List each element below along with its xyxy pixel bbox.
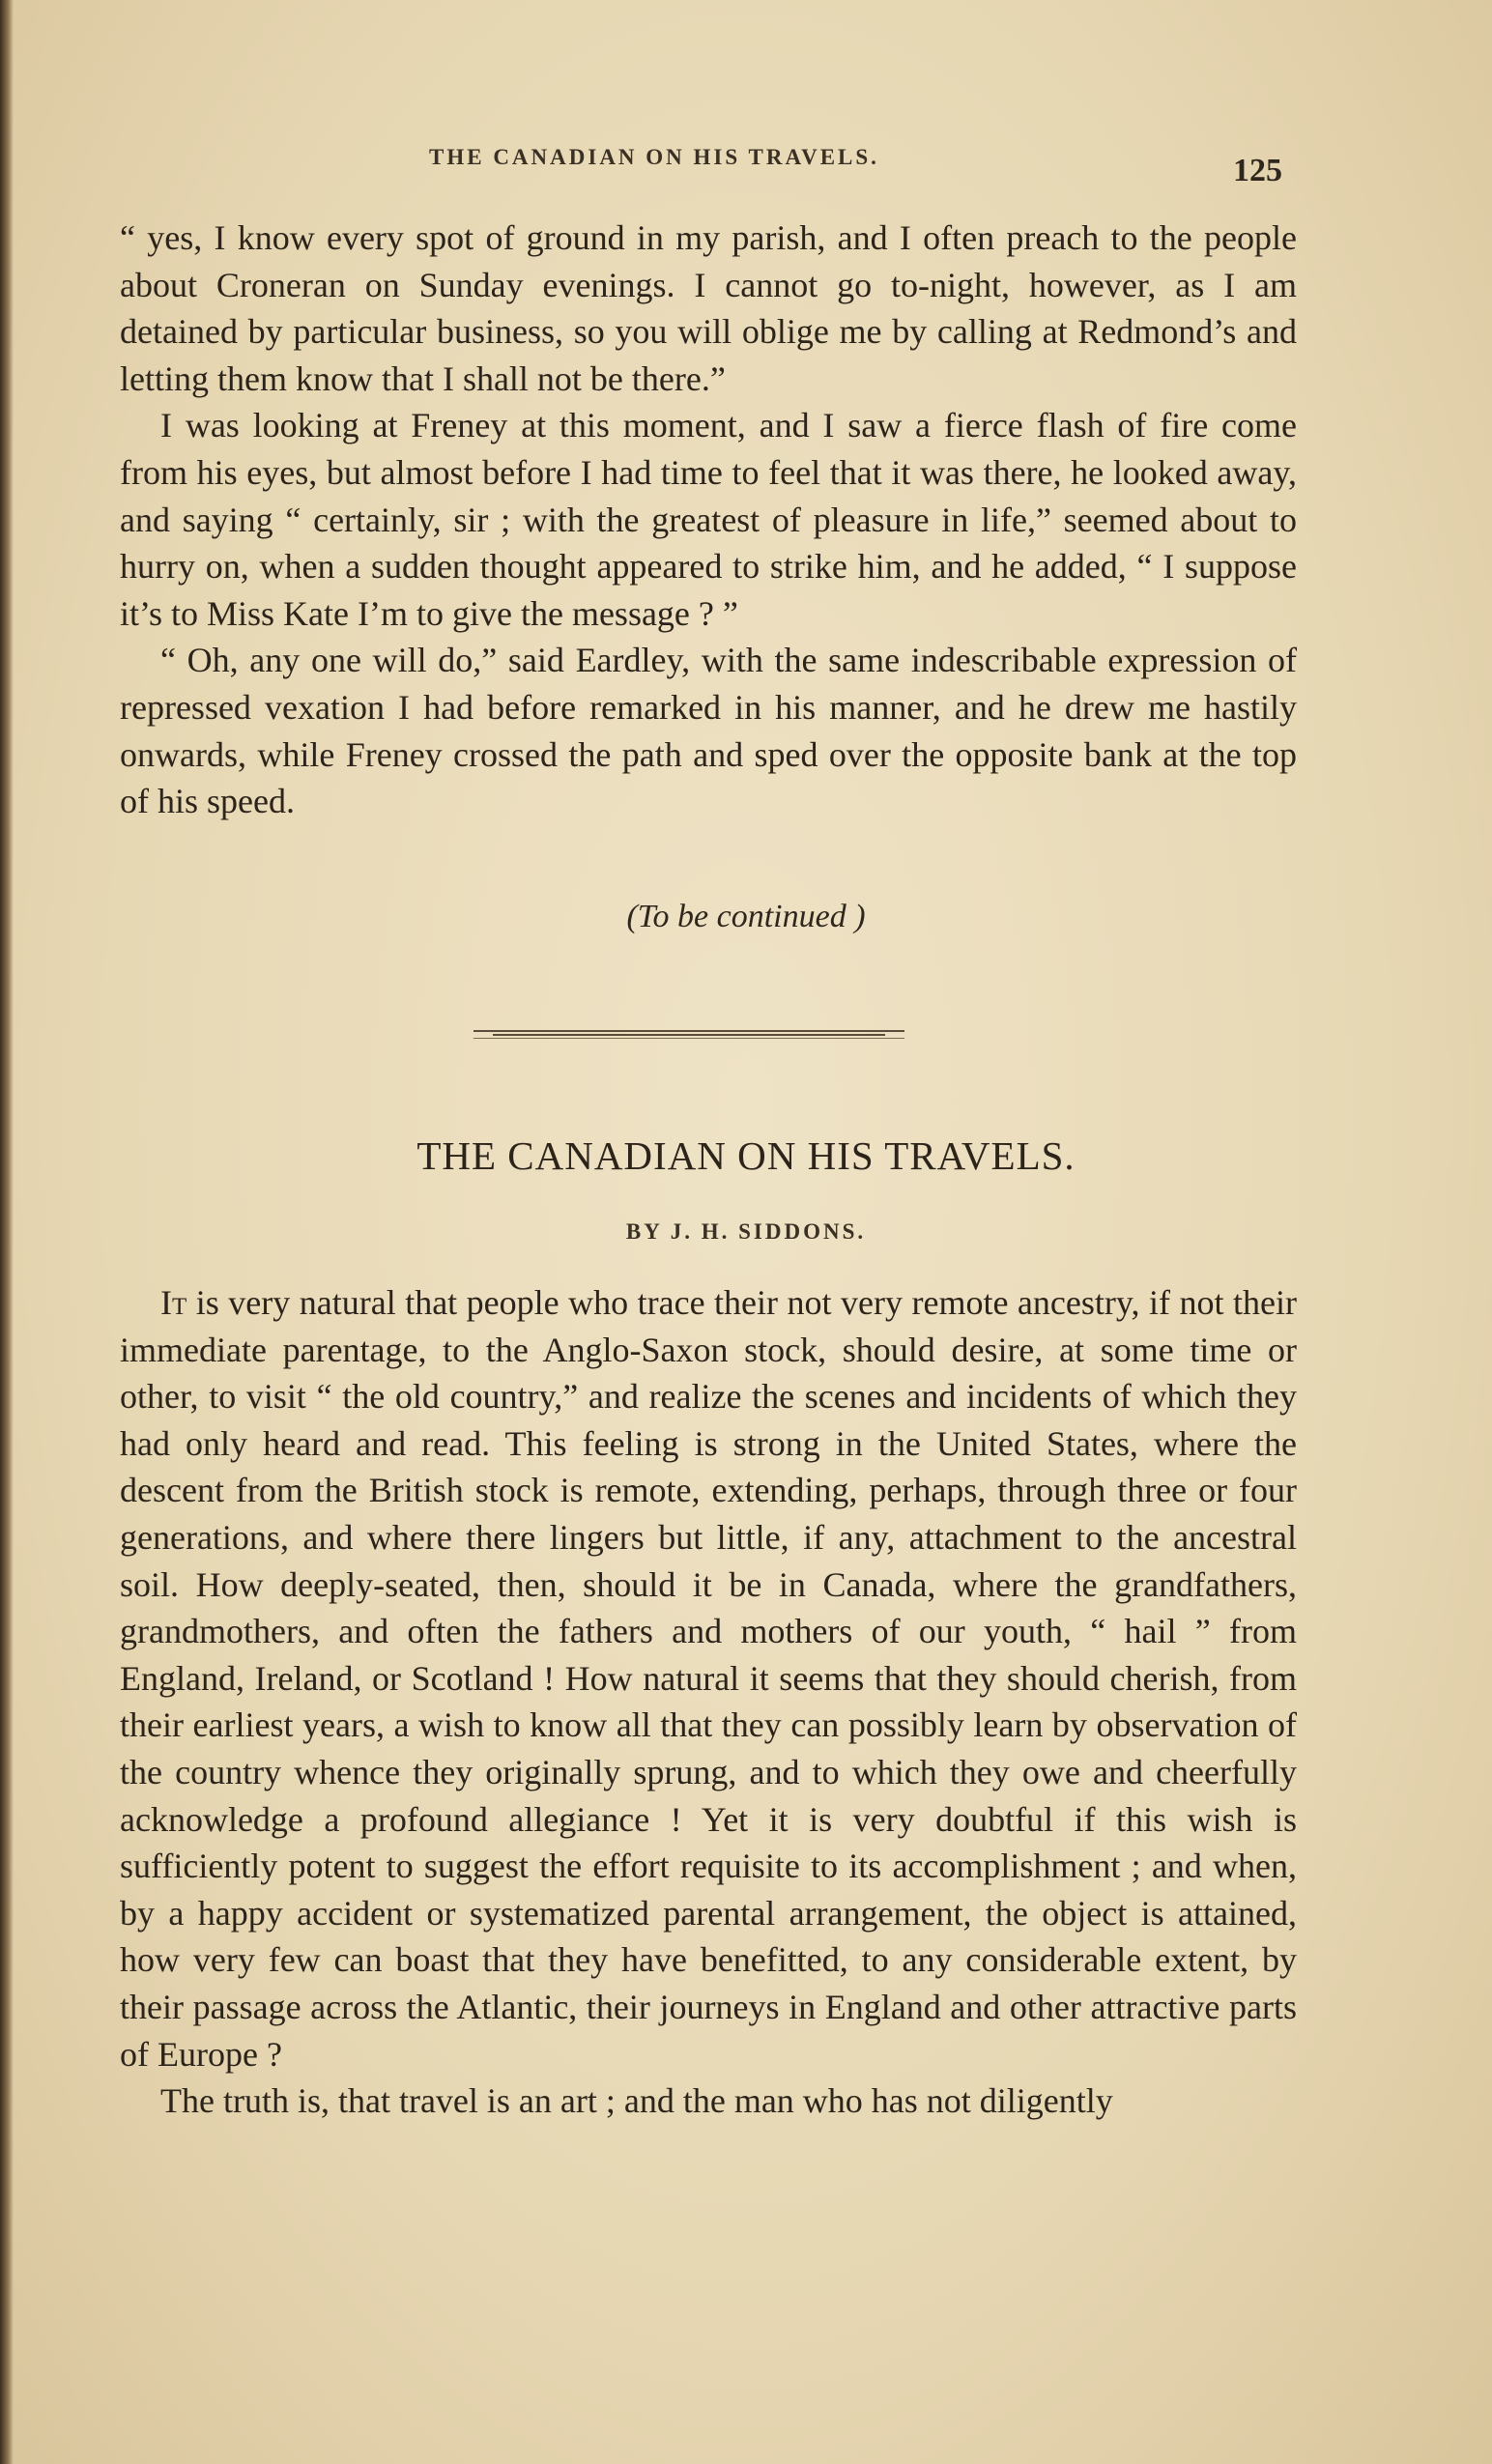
section-divider	[473, 1030, 904, 1039]
previous-story-text	[120, 215, 1297, 825]
paragraph-text: is very natural that people who trace their not very remote ancestry, if not their immediate parentage, to the Anglo-Saxon stock, should desire, at some time or other, to visit “ the old country,” and realize the scenes and incidents of which they had only heard and read. This feeling is strong in the United States, where the descent from the British stock is remote, extending, perhaps, through three or four generations, and where there lingers but little, if any, attachment to the ancestral soil. How deeply-seated, then, should it be in Canada, where the grandfathers, grandmothers, and often the fathers and mothers of our youth, “ hail ” from England, Ireland, or Scotland ! How natural it seems that they should cherish, from their earliest years, a wish to know all that they can possibly learn by observation of the country whence they originally sprung, and to which they owe and cheerfully acknowledge a profound allegiance ! Yet it is very doubtful if this wish is sufficiently potent to suggest the effort requisite to its accomplishment ; and when, by a happy accident or systematized parental arrangement, the object is attained, how very few can boast that they have benefitted, to any considerable extent, by their passage across the Atlantic, their journeys in England and other attractive parts of Europe ?	[120, 1283, 1297, 2074]
article-body	[120, 1279, 1297, 2125]
paragraph: “ Oh, any one will do,” said Eardley, with the same indescribable expression of repressed vexation I had before remarked in his manner, and he drew me hastily onwards, while Freney crossed the path and sped over the opposite bank at the top of his speed.	[120, 641, 1297, 821]
paragraph: The truth is, that travel is an art ; and the man who has not diligently	[160, 2081, 1113, 2121]
drop-word: It	[160, 1283, 187, 1322]
paragraph	[120, 1279, 1297, 2077]
paragraph: I was looking at Freney at this moment, and I saw a fierce flash of fire come from his eyes, but almost before I had time to feel that it was there, he looked away, and saying “ certainly, sir ; with the greatest of pleasure in life,” seemed about to hurry on, when a sudden thought appeared to strike him, and he added, “ I suppose it’s to Miss Kate I’m to give the message ? ”	[120, 406, 1297, 633]
running-head: THE CANADIAN ON HIS TRAVELS.	[429, 145, 879, 169]
article-title: THE CANADIAN ON HIS TRAVELS.	[416, 1133, 1076, 1178]
page-number: 125	[1233, 153, 1282, 188]
article-byline: BY J. H. SIDDONS.	[625, 1219, 867, 1244]
to-be-continued-note: (To be continued )	[626, 899, 866, 934]
paragraph: “ yes, I know every spot of ground in my parish, and I often preach to the people about Croneran on Sunday evenings. I cannot go to-night, however, as I am detained by particular business, so you will oblige me by calling at Redmond’s and letting them know that I shall not be there.”	[120, 218, 1297, 398]
